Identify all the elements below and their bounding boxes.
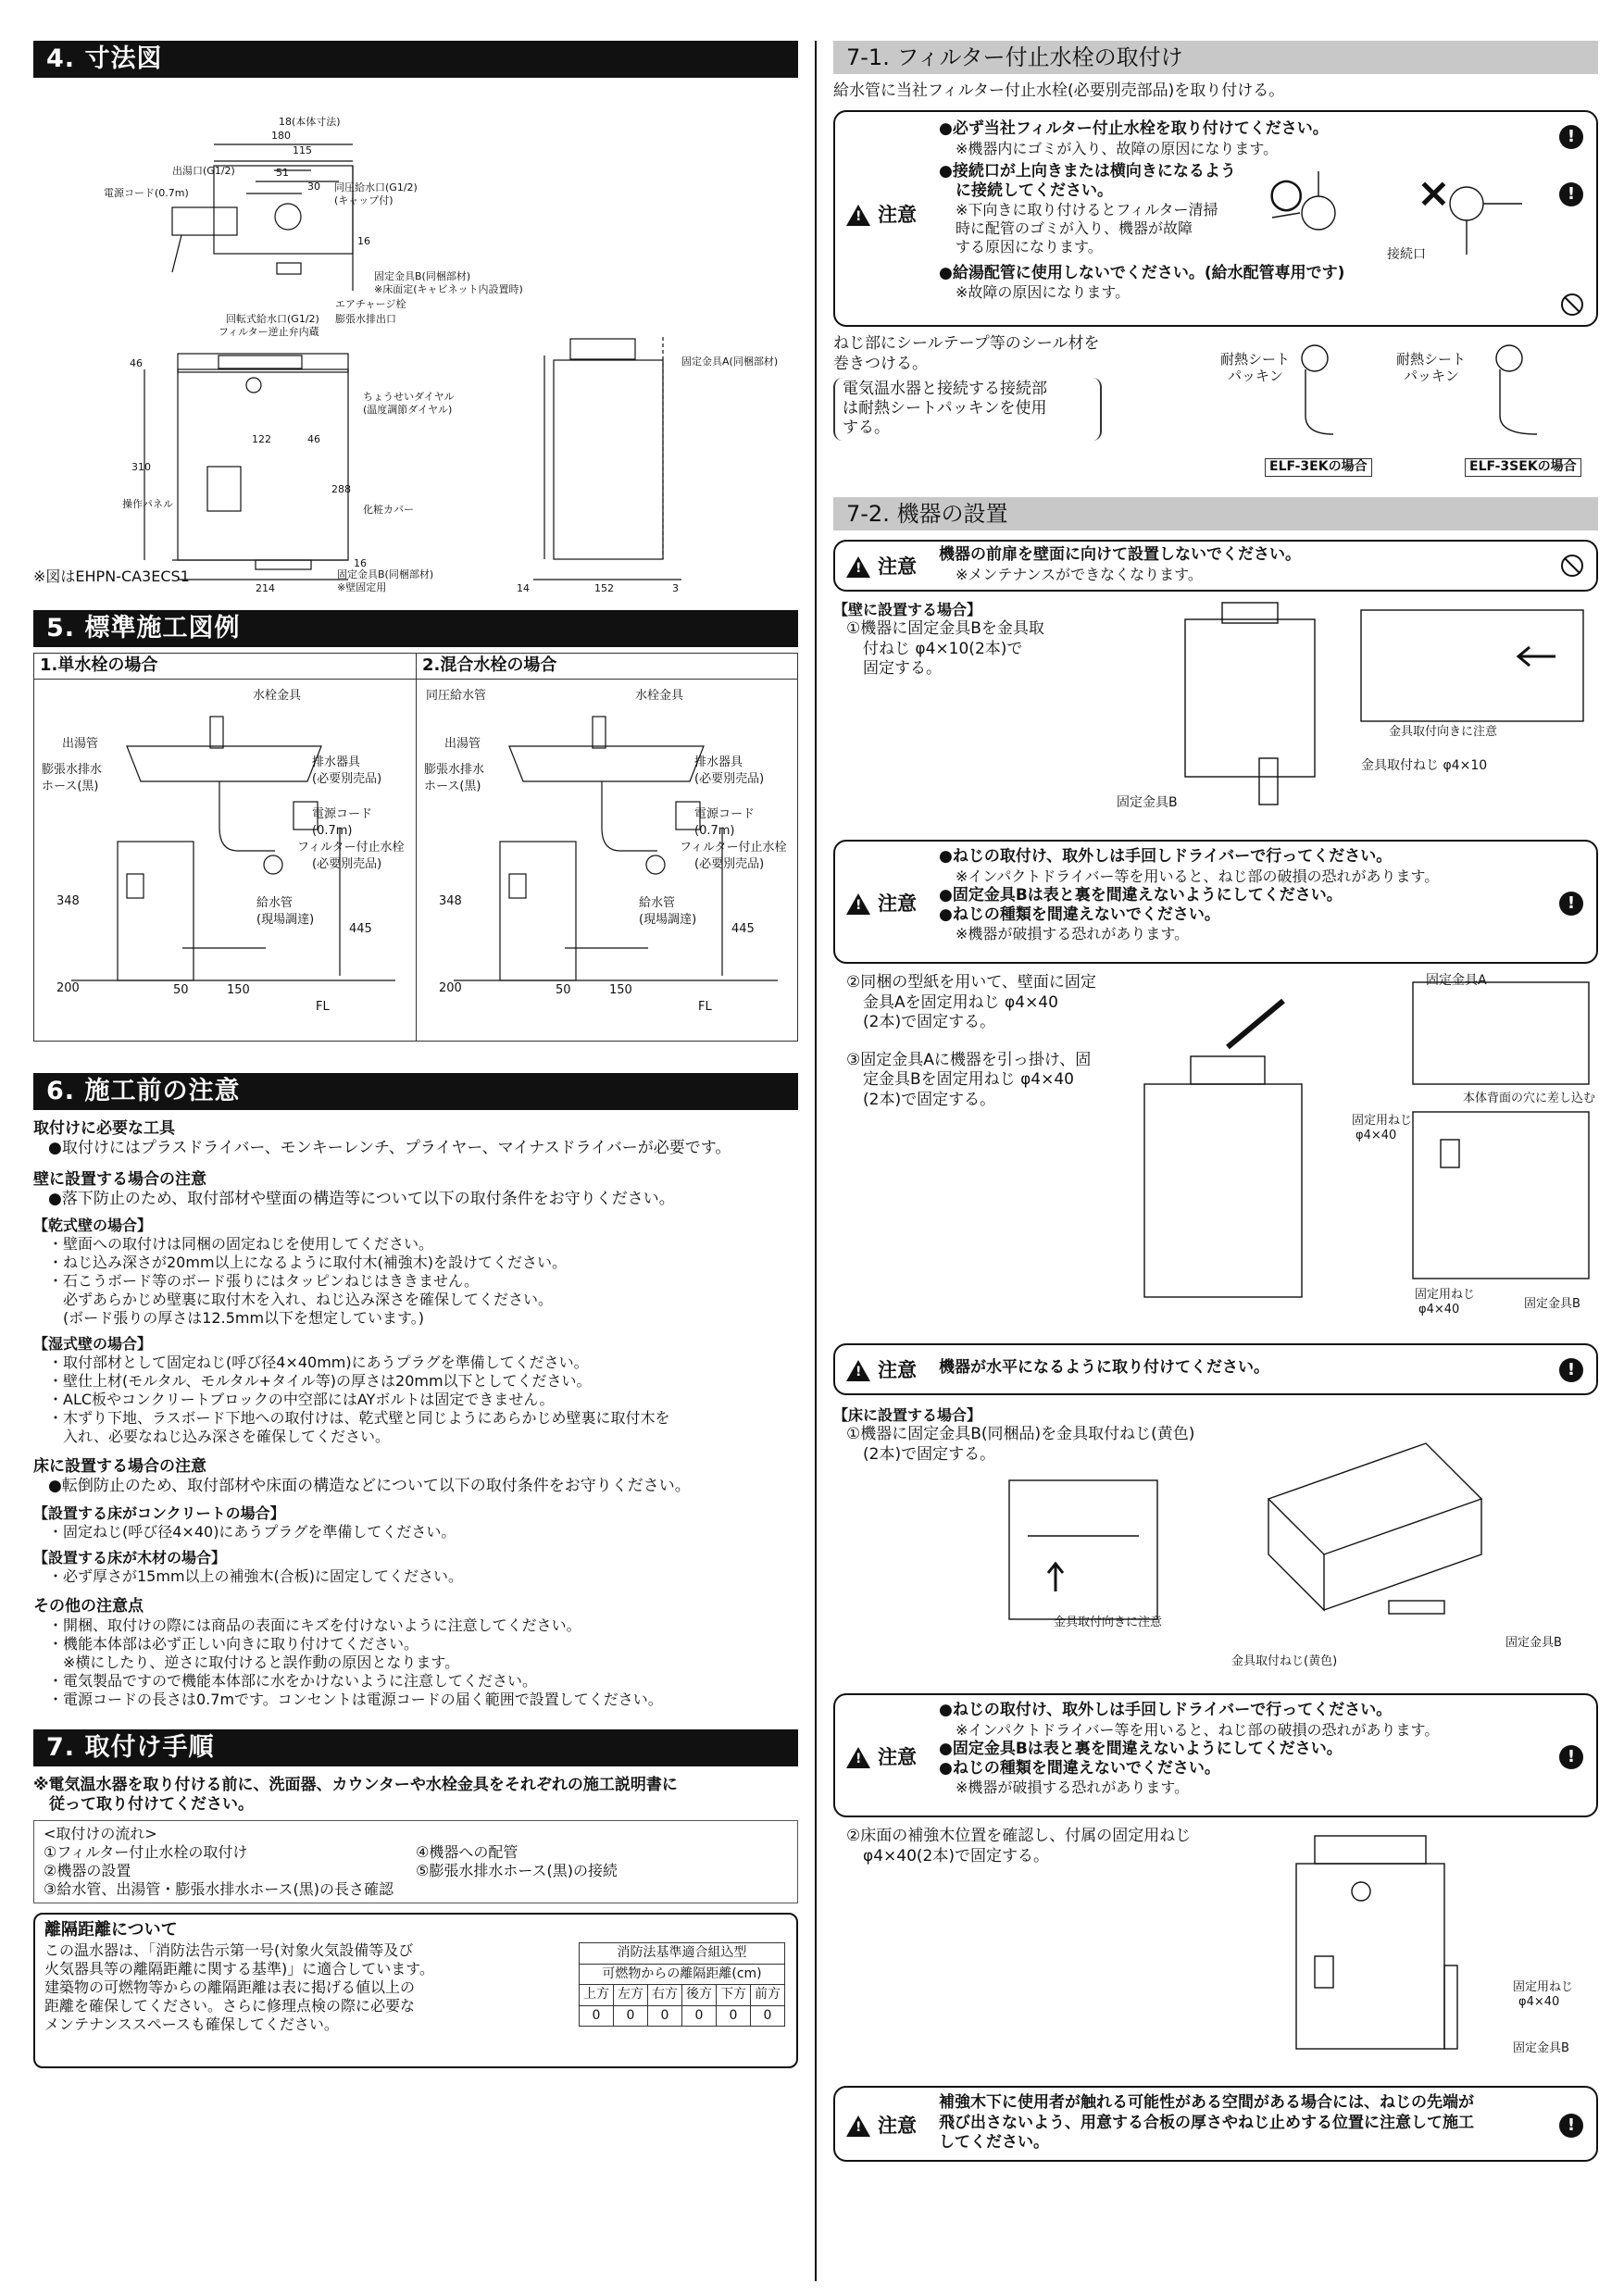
warning-box-reinforce	[833, 2086, 1598, 2162]
example-mixed-labels	[417, 681, 798, 1041]
dim-122: 122	[252, 433, 271, 445]
floor1b: (2本)で固定する。	[863, 1444, 996, 1464]
section-7-intro-1: ※電気温水器を取り付ける前に、洗面器、カウンターや水栓金具をそれぞれの施工説明書に	[33, 1775, 678, 1794]
label-bracket-b-note: ※壁固定用	[337, 581, 387, 593]
warning-triangle-icon	[846, 556, 870, 578]
val-up: 0	[580, 2005, 614, 2027]
label-drain-note: (必要別売品)	[312, 772, 382, 786]
warning-triangle-icon	[846, 1747, 870, 1768]
example-single-heading: 1.単水栓の場合	[34, 654, 416, 680]
w2n3: する原因になります。	[956, 238, 1103, 256]
sek-packing	[1496, 345, 1522, 371]
fig4-screw: 固定用ねじ	[1513, 1980, 1574, 1995]
seal-5: する。	[843, 418, 890, 438]
label-filter-note: (必要別売品)	[312, 857, 382, 871]
seal-2: 巻きつける。	[833, 354, 928, 373]
distance-line-4: メンテナンススペースも確保してください。	[44, 2015, 339, 2033]
dimension-note: ※図はEHPN-CA3ECS1	[33, 568, 190, 585]
mandatory-icon: !	[1559, 1358, 1583, 1382]
ng-symbol: ×	[1417, 169, 1451, 218]
label-supply-note: (現場調達)	[256, 913, 315, 927]
dim-115: 115	[293, 144, 312, 156]
seal-1: ねじ部にシールテープ等のシール材を	[833, 334, 1100, 354]
warning-body-level	[939, 1345, 1541, 1378]
cw5b: 飛び出さないよう、用意する合板の厚さやねじ止めする位置に注意して施工	[939, 2113, 1474, 2132]
flow-step-4: ④機器への配管	[416, 1843, 518, 1862]
label-air: エアチャージ栓	[335, 298, 406, 310]
wall-mount-step23	[833, 973, 1598, 1334]
warning-body-screws-1	[939, 842, 1541, 943]
val-left: 0	[614, 2005, 648, 2027]
prohibited-icon	[1561, 293, 1583, 316]
floor-mount-heading: 【床に設置する場合】	[833, 1406, 982, 1425]
valve-ng	[1450, 187, 1483, 220]
wall2c: (2本)で固定する。	[863, 1012, 996, 1031]
dim-30: 30	[307, 181, 320, 193]
wall-step23-svg	[1135, 973, 1598, 1325]
distance-line-1: 火気器具等の離隔距離に関する基準)」に適合しています。	[44, 1959, 434, 1978]
caution-mark: ! 注意	[846, 1745, 917, 1769]
col-left: 左方	[614, 1985, 648, 2006]
example-single-labels	[34, 681, 416, 1041]
other-heading: その他の注意点	[33, 1596, 144, 1616]
heater-illustration	[1185, 619, 1315, 777]
dim-46: 46	[307, 433, 320, 445]
label-drain: 排水器具	[312, 755, 361, 769]
dim-50: 50	[173, 983, 189, 997]
warning-box-screws-1	[833, 840, 1598, 964]
cw4-1-note: ※インパクトドライバー等を用いると、ねじ部の破損の恐れがあります。	[956, 1720, 1440, 1739]
other-0: ・開梱、取付けの際には商品の表面にキズを付けないように注意してください。	[48, 1616, 581, 1634]
tools-text: ●取付けにはプラスドライバー、モンキーレンチ、プライヤー、マイナスドライバーが必要です。	[48, 1139, 731, 1158]
detail-inset-a	[1413, 982, 1589, 1084]
heater-illustration-3	[1268, 1443, 1481, 1554]
val-right: 0	[648, 2005, 682, 2027]
wet-1: ・壁仕上材(モルタル、モルタル+タイル等)の厚さは20mm以下としてください。	[48, 1372, 592, 1390]
left-column	[33, 41, 798, 2068]
right-column	[833, 41, 1598, 2162]
label-cord: 電源コード(0.7m)	[104, 187, 189, 199]
col-down: 下方	[717, 1985, 751, 2006]
dry-0: ・壁面への取付けは同梱の固定ねじを使用してください。	[48, 1235, 434, 1253]
label-dial1: ちょうせいダイヤル	[363, 391, 455, 403]
wall3a: ③固定金具Aに機器を引っ掛け、固	[846, 1051, 1092, 1069]
label-expansion: 膨張水排水	[42, 763, 103, 777]
warning-box-front	[833, 540, 1598, 592]
warning-body-screws-2	[939, 1695, 1541, 1797]
warning-body-reinforce	[939, 2088, 1541, 2152]
label-hose: ホース(黒)	[424, 780, 481, 793]
wall-heading: 壁に設置する場合の注意	[33, 1169, 206, 1189]
floor1a: ①機器に固定金具B(同梱品)を金具取付ねじ(黄色)	[846, 1425, 1195, 1444]
caution-mark: ! 注意	[846, 203, 917, 227]
dim-288: 288	[331, 483, 351, 495]
seal-3: 電気温水器と接続する接続部	[843, 379, 1047, 398]
other-4: ・電源コードの長さは0.7mです。コンセントは電源コードの届く範囲で設置してください。	[48, 1690, 663, 1708]
section-71-heading: 7-1. フィルター付止水栓の取付け	[833, 41, 1598, 74]
val-back: 0	[682, 2005, 717, 2027]
wall-step1-svg	[1167, 601, 1593, 823]
warning-box-filter	[833, 110, 1598, 327]
wall3b: 定金具Bを固定用ねじ φ4×40	[863, 1070, 1074, 1090]
w3-note: ※故障の原因になります。	[956, 282, 1131, 301]
wet-2: ・ALC板やコンクリートブロックの中空部にはAYボルトは固定できません。	[48, 1391, 555, 1408]
sek-caption: ELF-3SEKの場合	[1465, 458, 1581, 477]
fig3-dir: 金具取付向きに注意	[1054, 1616, 1163, 1630]
install-flow	[33, 1820, 798, 1903]
side-view-top	[570, 339, 635, 359]
caution-mark: ! 注意	[846, 2114, 917, 2138]
label-fl: FL	[698, 1000, 712, 1014]
seal-note-box	[833, 378, 1102, 441]
dry-2: ・石こうボード等のボード張りにはタッピンねじはききません。	[48, 1272, 479, 1290]
label-drain: 排水器具	[694, 755, 743, 769]
dim-445: 445	[349, 922, 372, 936]
fig3-screw: 金具取付ねじ(黄色)	[1231, 1654, 1338, 1669]
fig2-b: 固定金具B	[1524, 1297, 1580, 1312]
w1-note: ※機器内にゴミが入り、故障の原因になります。	[956, 139, 1279, 157]
packing-label-1b: パッキン	[1228, 368, 1283, 385]
valve-ok	[1302, 196, 1335, 230]
cw2-2: ●固定金具Bは表と裏を間違えないようにしてください。	[939, 885, 1343, 905]
dim-16: 16	[357, 235, 370, 247]
cw4-2: ●固定金具Bは表と裏を間違えないようにしてください。	[939, 1739, 1343, 1758]
side-view-body	[554, 360, 663, 559]
label-hose: ホース(黒)	[42, 780, 99, 793]
label-filter-note: (必要別売品)	[694, 857, 765, 871]
label-outlet-pipe: 出湯管	[444, 737, 481, 751]
label-filter: フィルター付止水栓	[297, 841, 405, 855]
packing-svg	[1296, 342, 1602, 443]
packing-label-1: 耐熱シート	[1220, 351, 1291, 368]
flow-step-5: ⑤膨張水排水ホース(黒)の接続	[416, 1862, 618, 1880]
w2n1: ※下向きに取り付けるとフィルター清掃	[956, 201, 1218, 218]
floor2b: φ4×40(2本)で固定する。	[863, 1846, 1049, 1866]
detail-inset	[1361, 610, 1583, 721]
w2a: ●接続口が上向きまたは横向きになるよう	[939, 161, 1236, 181]
label-supply-note: (現場調達)	[639, 913, 697, 927]
distance-box	[33, 1913, 798, 2068]
fig2-screw1b: φ4×40	[1355, 1129, 1397, 1143]
fig1-dir: 金具取付向きに注意	[1389, 725, 1498, 740]
dim-348: 348	[56, 894, 80, 908]
floor-mount-step1	[833, 1406, 1598, 1684]
cw4-1: ●ねじの取付け、取外しは手回しドライバーで行ってください。	[939, 1701, 1393, 1720]
wall-mount-heading: 【壁に設置する場合】	[833, 601, 982, 619]
fig1-bracket: 固定金具B	[1117, 795, 1178, 811]
concrete-text: ・固定ねじ(呼び径4×40)にあうプラグを準備してください。	[48, 1522, 456, 1541]
packing-label-2b: パッキン	[1404, 368, 1459, 385]
warning-triangle-icon	[846, 2115, 870, 2137]
wall-text: ●落下防止のため、取付部材や壁面の構造等について以下の取付条件をお守りください。	[48, 1189, 675, 1208]
concrete-heading: 【設置する床がコンクリートの場合】	[33, 1504, 285, 1522]
distance-heading: 離隔距離について	[44, 1920, 178, 1940]
label-exp-drain: 膨張水排出口	[335, 313, 396, 325]
distance-table-title: 消防法基準適合組込型	[580, 1943, 785, 1965]
dry-heading: 【乾式壁の場合】	[33, 1217, 153, 1234]
dim-16b: 16	[354, 557, 367, 569]
flow-grid	[44, 1843, 788, 1899]
label-inlet: 同圧給水口(G1/2)	[334, 181, 418, 193]
dry-1: ・ねじ込み深さが20mm以上になるように取付木(補強木)を設けてください。	[48, 1254, 568, 1271]
w2n2: 時に配管のゴミが入り、機器が故障	[956, 219, 1193, 237]
dim-50: 50	[556, 983, 571, 997]
wet-0: ・取付部材として固定ねじ(呼び径4×40mm)にあうプラグを準備してください。	[48, 1354, 589, 1371]
tools-heading: 取付けに必要な工具	[33, 1119, 175, 1138]
warning-box-level	[833, 1343, 1598, 1395]
fig3-b: 固定金具B	[1505, 1636, 1562, 1651]
top-view-body	[214, 166, 353, 254]
floor-mount-step2	[833, 1827, 1598, 2077]
wall2a: ②同梱の型紙を用いて、壁面に固定	[846, 973, 1096, 992]
other-3: ・電気製品ですので機能本体部に水をかけないように注意してください。	[48, 1671, 538, 1690]
floor2a: ②床面の補強木位置を確認し、付属の固定用ねじ	[846, 1827, 1192, 1846]
mandatory-icon: !	[1559, 1745, 1583, 1769]
cw4-3-note: ※機器が破損する恐れがあります。	[956, 1778, 1190, 1796]
label-filter: フィルター付止水栓	[680, 841, 787, 855]
label-outlet-pipe: 出湯管	[62, 737, 99, 751]
other-2: ※横にしたり、逆さに取付けると誤作動の原因となります。	[48, 1653, 460, 1671]
label-cord-len: (0.7m)	[694, 824, 735, 838]
cw2-1-note: ※インパクトドライバー等を用いると、ねじ部の破損の恐れがあります。	[956, 867, 1440, 885]
label-cover: 化粧カバー	[363, 504, 414, 516]
cw1-note: ※メンテナンスができなくなります。	[956, 565, 1203, 583]
example-mixed	[417, 654, 798, 1041]
dim-214: 214	[256, 582, 275, 594]
warning-box-screws-2	[833, 1693, 1598, 1817]
fig2-hole: 本体背面の穴に差し込む	[1463, 1092, 1596, 1106]
flow-step-3: ③給水管、出湯管・膨張水排水ホース(黒)の長さ確認	[44, 1880, 394, 1899]
dim-51: 51	[276, 167, 289, 179]
dim-3: 3	[672, 582, 679, 594]
fig2-screw1: 固定用ねじ	[1352, 1114, 1413, 1129]
label-bracket-b: 固定金具B(同梱部材)	[337, 568, 434, 580]
mandatory-icon: !	[1559, 892, 1583, 916]
dim-180: 180	[271, 130, 291, 142]
wood-text: ・必ず厚さが15mm以上の補強木(合板)に固定してください。	[48, 1566, 464, 1585]
dim-150: 150	[609, 983, 632, 997]
flow-step-empty	[416, 1880, 788, 1899]
dim-200: 200	[439, 981, 462, 995]
dim-348: 348	[439, 894, 462, 908]
dim-46-top: 46	[130, 357, 143, 369]
w1: ●必ず当社フィルター付止水栓を取り付けてください。	[939, 119, 1329, 139]
cw5a: 補強木下に使用者が触れる可能性がある空間がある場合には、ねじの先端が	[939, 2093, 1474, 2113]
dim-14: 14	[517, 582, 530, 594]
packing-label-2: 耐熱シート	[1396, 351, 1467, 368]
warning-triangle-icon	[846, 1360, 870, 1381]
cw1: 機器の前扉を壁面に向けて設置しないでください。	[939, 545, 1301, 565]
front-view-body	[178, 369, 348, 560]
warning-body-front	[939, 542, 1541, 583]
top-view-valve	[172, 207, 237, 235]
label-faucet: 水栓金具	[635, 689, 684, 703]
bracket-b-illustration	[1259, 758, 1278, 805]
fig2-a: 固定金具A	[1426, 973, 1487, 989]
port-label: 接続口	[1387, 247, 1426, 263]
label-outlet: 出湯口(G1/2)	[172, 165, 235, 177]
label-bracket-a-side: 固定金具A(同梱部材)	[681, 356, 779, 368]
detail-inset-floor	[1009, 1480, 1157, 1619]
mandatory-icon: !	[1559, 182, 1583, 206]
label-supply: 給水管	[256, 896, 294, 910]
fig2-screw2b: φ4×40	[1418, 1303, 1460, 1317]
dim-310: 310	[131, 461, 151, 473]
w2-text	[939, 162, 1263, 264]
cw2-3-note: ※機器が破損する恐れがあります。	[956, 925, 1190, 942]
install-examples	[33, 653, 798, 1042]
distance-line-3: 距離を確保してください。さらに修理点検の際に必要な	[44, 1996, 416, 2015]
cw2-1: ●ねじの取付け、取外しは手回しドライバーで行ってください。	[939, 847, 1393, 867]
flow-step-2: ②機器の設置	[44, 1862, 131, 1880]
caution-mark: ! 注意	[846, 1358, 917, 1382]
label-panel: 操作パネル	[122, 498, 173, 510]
label-supply: 給水管	[639, 896, 676, 910]
label-cord: 電源コード	[694, 807, 756, 821]
wet-3: ・木ずり下地、ラスボード下地への取付けは、乾式壁と同じようにあらかじめ壁裏に取付木を	[48, 1409, 670, 1427]
wall1c: 固定する。	[863, 658, 942, 678]
dim-18: 18(本体寸法)	[279, 116, 341, 128]
cw3: 機器が水平になるように取り付けてください。	[939, 1358, 1269, 1378]
distance-table-sub: 可燃物からの離隔距離(cm)	[580, 1964, 785, 1985]
distance-table	[579, 1942, 785, 2027]
cw4-3: ●ねじの種類を間違えないでください。	[939, 1758, 1220, 1778]
detail-inset-b	[1413, 1112, 1589, 1279]
dry-4: (ボード張りの厚さは12.5mm以下を想定しています。)	[48, 1309, 425, 1327]
wall3c: (2本)で固定する。	[863, 1090, 996, 1109]
floor-heading: 床に設置する場合の注意	[33, 1457, 206, 1476]
ok-symbol: ○	[1268, 169, 1305, 218]
top-view-fitting	[275, 204, 301, 230]
seal-area	[833, 334, 1598, 484]
col-front: 前方	[751, 1985, 785, 2006]
dim-200: 200	[56, 981, 80, 995]
label-bracket-note: ※床面定(キャビネット内設置時)	[374, 283, 523, 295]
example-mixed-heading: 2.混合水栓の場合	[417, 654, 798, 680]
mandatory-icon: !	[1559, 125, 1583, 149]
wall-mount-step1	[833, 601, 1598, 830]
label-cord-len: (0.7m)	[312, 824, 353, 838]
floor-text: ●転倒防止のため、取付部材や床面の構造などについて以下の取付条件をお守りください。	[48, 1477, 691, 1496]
ek-caption: ELF-3EKの場合	[1265, 458, 1372, 477]
section-5-heading: 5. 標準施工図例	[33, 610, 798, 647]
wet-heading: 【湿式壁の場合】	[33, 1335, 153, 1353]
label-filter: フィルター逆止弁内蔵	[219, 326, 319, 338]
flow-heading: <取付けの流れ>	[44, 1825, 157, 1843]
val-down: 0	[717, 2005, 751, 2027]
dim-445: 445	[731, 922, 755, 936]
caution-mark: ! 注意	[846, 892, 917, 916]
example-single	[34, 654, 417, 1041]
dry-3: 必ずあらかじめ壁裏に取付木を入れ、ねじ込み深さを確保してください。	[48, 1291, 553, 1308]
front-view-panel	[207, 467, 241, 511]
label-same-pressure: 同圧給水管	[426, 689, 487, 703]
section-6-body	[33, 1119, 798, 1709]
section-4-heading: 4. 寸法図	[33, 41, 798, 78]
seal-4: は耐熱シートパッキンを使用	[843, 399, 1047, 418]
section-6-heading: 6. 施工前の注意	[33, 1073, 798, 1110]
col-right: 右方	[648, 1985, 682, 2006]
heater-illustration-2	[1144, 1084, 1302, 1297]
label-faucet: 水栓金具	[253, 689, 302, 703]
fig2-screw2: 固定用ねじ	[1415, 1288, 1476, 1303]
label-drain-note: (必要別売品)	[694, 772, 765, 786]
wall1a: ①機器に固定金具Bを金具取	[846, 619, 1044, 639]
label-cord: 電源コード	[312, 807, 373, 821]
dim-150: 150	[227, 983, 250, 997]
floor-step2-svg	[1278, 1827, 1500, 2067]
other-1: ・機能本体部は必ず正しい向きに取り付けてください。	[48, 1634, 419, 1653]
column-divider	[815, 41, 817, 2281]
warning-triangle-icon	[846, 893, 870, 915]
prohibited-icon	[1561, 555, 1583, 577]
col-back: 後方	[682, 1985, 717, 2006]
label-dial2: (温度調節ダイヤル)	[363, 404, 453, 416]
w3: ●給湯配管に使用しないでください。(給水配管専用です)	[939, 263, 1345, 282]
wood-heading: 【設置する床が木材の場合】	[33, 1548, 227, 1566]
warning-triangle-icon	[846, 205, 870, 226]
dim-152: 152	[594, 582, 614, 594]
distance-line-2: 建築物の可燃物等からの離隔距離は表に掲げる値以上の	[44, 1978, 416, 1996]
fig4-screwb: φ4×40	[1518, 1995, 1560, 2010]
label-expansion: 膨張水排水	[424, 763, 485, 777]
section-7-intro-2: 従って取り付けてください。	[33, 1795, 254, 1814]
distance-line-0: この温水器は、「消防法告示第一号(対象火気設備等及び	[44, 1940, 414, 1959]
flow-step-1: ①フィルター付止水栓の取付け	[44, 1843, 248, 1862]
label-fl: FL	[316, 1000, 330, 1014]
label-supply: 回転式給水口(G1/2)	[226, 313, 319, 325]
caution-mark: ! 注意	[846, 555, 917, 579]
wall1b: 付ねじ φ4×10(2本)で	[863, 639, 1023, 658]
section-71-intro: 給水管に当社フィルター付止水栓(必要別売部品)を取り付ける。	[833, 81, 1285, 100]
cw2-3: ●ねじの種類を間違えないでください。	[939, 905, 1220, 924]
col-up: 上方	[580, 1985, 614, 2006]
label-bracket-top: 固定金具B(同梱部材)	[374, 270, 471, 282]
mandatory-icon: !	[1559, 2114, 1583, 2138]
floor-step1-svg	[1000, 1443, 1593, 1666]
cw5c: してください。	[939, 2132, 1049, 2152]
wet-4: 入れ、必要なねじ込み深さを確保してください。	[48, 1428, 390, 1445]
fig1-screw: 金具取付ねじ φ4×10	[1361, 758, 1488, 774]
section-72-heading: 7-2. 機器の設置	[833, 497, 1598, 530]
section-7-heading: 7. 取付け手順	[33, 1729, 798, 1766]
fig4-b: 固定金具B	[1513, 2041, 1569, 2056]
ek-packing	[1302, 345, 1328, 371]
wall2b: 金具Aを固定用ねじ φ4×40	[863, 992, 1058, 1012]
label-cap: (キャップ付)	[334, 194, 394, 206]
val-front: 0	[751, 2005, 785, 2027]
w2b: に接続してください。	[956, 181, 1113, 200]
